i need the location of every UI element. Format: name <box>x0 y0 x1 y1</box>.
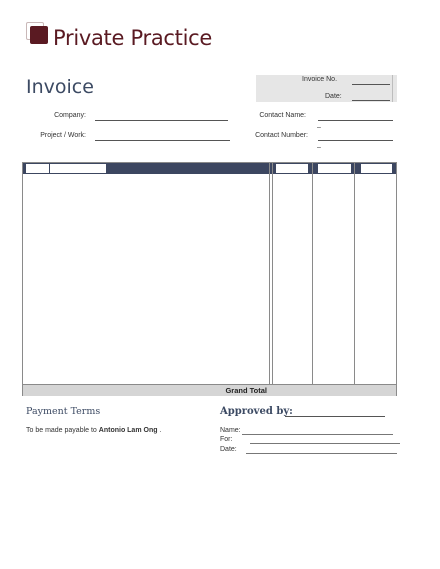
column-divider <box>269 163 270 395</box>
invoice-number-label: Invoice No. <box>302 76 338 83</box>
approved-by-field[interactable] <box>285 416 385 417</box>
contact-number-dash: – <box>317 144 321 151</box>
column-divider <box>354 163 355 395</box>
payment-prefix: To be made payable to <box>26 427 97 434</box>
approval-date-field[interactable] <box>246 453 397 454</box>
payment-terms-heading: Payment Terms <box>26 406 101 417</box>
company-field[interactable] <box>95 120 228 121</box>
approval-name-field[interactable] <box>242 434 393 435</box>
approval-for-field[interactable] <box>250 443 400 444</box>
contact-number-label: Contact Number: <box>255 132 308 139</box>
grand-total-label: Grand Total <box>225 386 267 395</box>
header-cell-5[interactable] <box>318 164 351 173</box>
payment-terms-text <box>26 427 161 434</box>
project-field[interactable] <box>95 140 230 141</box>
brand-title: Private Practice <box>53 26 212 50</box>
header-cell-6[interactable] <box>361 164 392 173</box>
invoice-box-rule <box>392 75 393 102</box>
header-cell-4[interactable] <box>276 164 308 173</box>
invoice-date-field[interactable] <box>352 100 390 101</box>
invoice-info-box <box>256 75 397 102</box>
column-divider <box>272 163 273 395</box>
invoice-title: Invoice <box>26 76 94 98</box>
items-table <box>22 162 397 396</box>
payee-name: Antonio Lam Ong <box>98 427 158 434</box>
invoice-number-field[interactable] <box>352 84 390 85</box>
approval-for-label: For: <box>220 436 233 443</box>
contact-name-field[interactable] <box>318 120 393 121</box>
approval-date-label: Date: <box>220 446 237 453</box>
company-label: Company: <box>54 112 86 119</box>
grand-total-row <box>23 384 396 396</box>
payment-suffix: . <box>159 427 162 434</box>
header-cell-1[interactable] <box>26 164 49 173</box>
column-divider <box>312 163 313 395</box>
contact-name-dash: – <box>317 124 321 131</box>
contact-name-label: Contact Name: <box>259 112 306 119</box>
approval-name-label: Name: <box>220 427 241 434</box>
invoice-date-label: Date: <box>325 93 342 100</box>
contact-number-field[interactable] <box>318 140 393 141</box>
logo-icon <box>30 26 48 44</box>
project-label: Project / Work: <box>40 132 86 139</box>
header-cell-2[interactable] <box>50 164 106 173</box>
approved-by-heading: Approved by: <box>220 406 293 417</box>
